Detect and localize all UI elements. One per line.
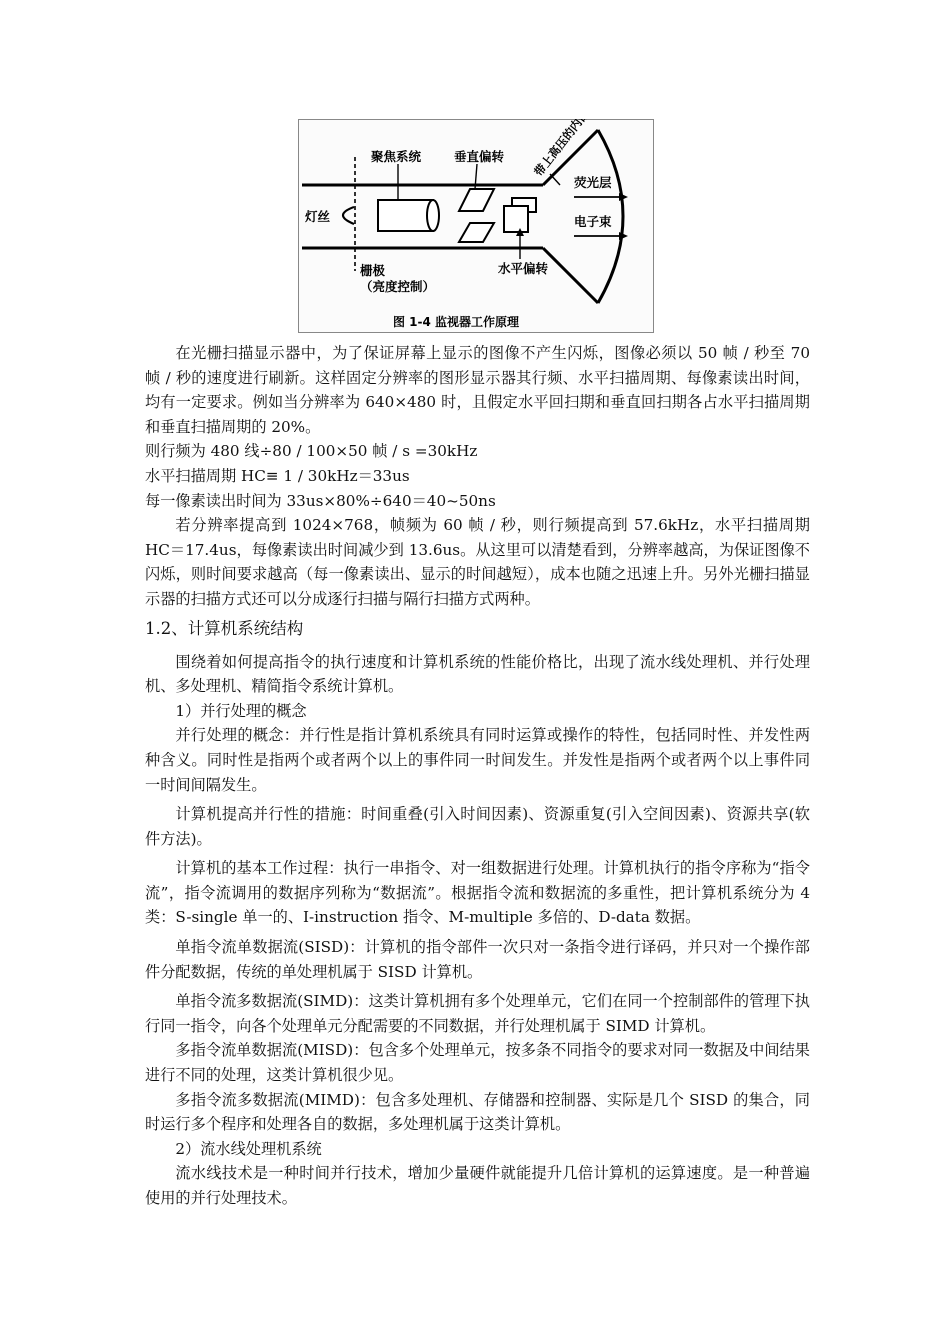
horizontal-plate-front (504, 206, 528, 232)
label-horizontal-deflection: 水平偏转 (498, 261, 549, 276)
label-filament: 灯丝 (305, 209, 331, 224)
subheading: 2）流水线处理机系统 (175, 1139, 322, 1158)
monitor-diagram-svg (298, 119, 654, 333)
paragraph: 计算机提高并行性的措施：时间重叠(引入时间因素)、资源重复(引入空间因素)、资源共享(软件方法)。 (145, 805, 810, 848)
paragraph: 若分辨率提高到 1024×768，帧频为 60 帧 / 秒，则行频提高到 57.6kHz，水平扫描周期 HC＝17.4us，每像素读出时间减少到 13.6us。从这里可以清楚看到，分辨率越高，为保证图像不闪烁，则时间要求越高（每一像素读出、显示的时间越短），成本也随之迅速上升。另外光栅扫描显示器的扫描方式还可以分成逐行扫描与隔行扫描方式两种。 (145, 516, 810, 608)
body-text (145, 341, 810, 1211)
formula-line-frequency: 则行频为 480 线÷80 / 100×50 帧 / s =30kHz (145, 442, 478, 461)
paragraph: 计算机的基本工作过程：执行一串指令、对一组数据进行处理。计算机执行的指令序称为“指令流”，指令流调用的数据序列称为“数据流”。根据指令流和数据流的多重性，把计算机系统分为 4 类：S-single 单一的、I-instruction 指令、M-multiple 多倍的、D-data 数据。 (145, 859, 810, 927)
focus-cylinder-end (427, 200, 439, 231)
subheading: 1）并行处理的概念 (175, 701, 307, 720)
focus-cylinder (378, 200, 433, 231)
section-heading: 1.2、计算机系统结构 (145, 618, 304, 638)
label-vertical-deflection: 垂直偏转 (454, 149, 505, 164)
figure-caption: 图 1-4 监视器工作原理 (393, 315, 520, 329)
paragraph: 多指令流单数据流(MISD)：包含多个处理单元，按多条不同指令的要求对同一数据及中间结果进行不同的处理，这类计算机很少见。 (145, 1041, 810, 1085)
paragraph: 流水线技术是一种时间并行技术，增加少量硬件就能提升几倍计算机的运算速度。是一种普遍使用的并行处理技术。 (145, 1164, 810, 1207)
paragraph: 围绕着如何提高指令的执行速度和计算机系统的性能价格比，出现了流水线处理机、并行处理机、多处理机、精简指令系统计算机。 (145, 652, 810, 696)
paragraph: 并行处理的概念：并行性是指计算机系统具有同时运算或操作的特性，包括同时性、并发性两种含义。同时性是指两个或者两个以上的事件同一时间发生。并发性是指两个或者两个以上事件同一时间间隔发生。 (145, 726, 810, 794)
label-electron-beam: 电子束 (574, 214, 612, 229)
label-brightness: （亮度控制） (360, 279, 436, 294)
paragraph: 多指令流多数据流(MIMD)：包含多处理机、存储器和控制器、实际是几个 SISD 的集合，同时运行多个程序和处理各自的数据，多处理机属于这类计算机。 (145, 1090, 810, 1134)
paragraph: 在光栅扫描显示器中，为了保证屏幕上显示的图像不产生闪烁，图像必须以 50 帧 / 秒至 70 帧 / 秒的速度进行刷新。这样固定分辨率的图形显示器其行频、水平扫描周期、每像素读出时间，均有一定要求。例如当分辨率为 640×480 时，且假定水平回扫期和垂直回扫期各占水平扫描周期和垂直扫描周期的 20%。 (145, 344, 810, 436)
formula-scan-period: 水平扫描周期 HC≡ 1 / 30kHz＝33us (145, 466, 410, 485)
formula-pixel-time: 每一像素读出时间为 33us×80%÷640＝40~50ns (145, 491, 496, 510)
paragraph: 单指令流单数据流(SISD)：计算机的指令部件一次只对一条指令进行译码，并只对一个操作部件分配数据，传统的单处理机属于 SISD 计算机。 (145, 938, 810, 981)
label-grid: 栅极 (360, 263, 386, 278)
paragraph: 单指令流多数据流(SIMD)：这类计算机拥有多个处理单元，它们在同一个控制部件的管理下执行同一指令，向各个处理单元分配需要的不同数据，并行处理机属于 SIMD 计算机。 (145, 992, 810, 1035)
label-focus-system: 聚焦系统 (371, 149, 422, 164)
label-phosphor-layer: 荧光层 (574, 175, 612, 190)
monitor-diagram (298, 119, 654, 333)
